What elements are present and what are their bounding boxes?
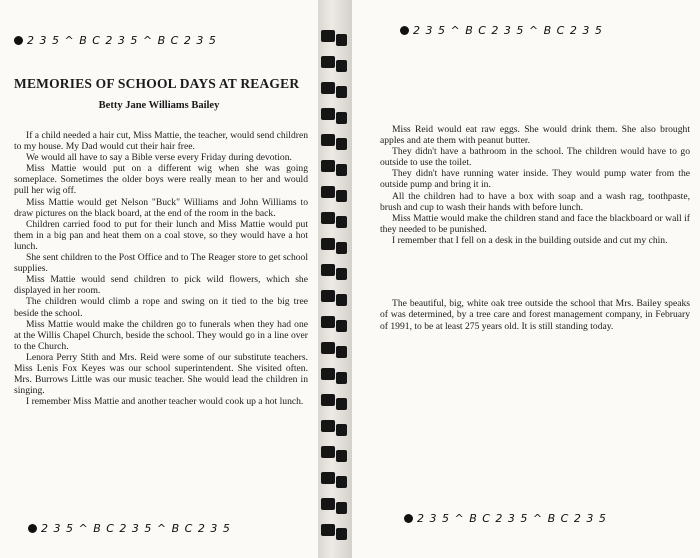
bottom-border-right — [402, 512, 607, 525]
top-border-right — [398, 24, 603, 37]
paragraph: They didn't have running water inside. They would pump water from the outside pump and bring it in. — [380, 168, 690, 191]
binding-ring — [321, 82, 335, 94]
binding-ring — [321, 342, 335, 354]
paragraph: The children would climb a rope and swing on it tied to the big tree beside the school. — [14, 296, 308, 319]
binding-ring — [336, 60, 347, 72]
paragraph: Miss Reid would eat raw eggs. She would drink them. She also brought apples and ate them with peanut butter. — [380, 124, 690, 147]
binding-ring — [336, 268, 347, 280]
paragraph: Miss Mattie would make the children go to funerals when they had one at the Willis Chapel Church, beside the school. They would go in a line over to the Church. — [14, 318, 308, 352]
paragraph: Miss Mattie would make the children stand and face the blackboard or wall if they needed to be punished. — [380, 212, 690, 235]
right-page — [352, 0, 700, 558]
binding-ring — [321, 264, 335, 276]
binding-ring — [321, 134, 335, 146]
binding-ring — [321, 290, 335, 302]
page-title: MEMORIES OF SCHOOL DAYS AT REAGER — [14, 76, 300, 91]
paragraph: All the children had to have a box with soap and a wash rag, toothpaste, brush and cup to wash their hands with before lunch. — [380, 190, 690, 213]
binding-ring — [336, 138, 347, 150]
paragraph: She sent children to the Post Office and to The Reager store to get school supplies. — [14, 252, 308, 275]
binding-ring — [336, 216, 347, 228]
border-text: 2 3 5 ^ B C 2 3 5 ^ B C 2 3 5 — [417, 512, 607, 525]
binding-ring — [321, 446, 335, 458]
paragraph: If a child needed a hair cut, Miss Mattie, the teacher, would send children to my house. My Dad would cut their hair free. — [14, 130, 308, 153]
binding-ring — [321, 498, 335, 510]
binding-ring — [336, 190, 347, 202]
border-text: 2 3 5 ^ B C 2 3 5 ^ B C 2 3 5 — [413, 24, 603, 37]
binding-ring — [321, 212, 335, 224]
paragraph: I remember Miss Mattie and another teacher would cook up a hot lunch. — [26, 396, 304, 408]
binding-ring — [336, 164, 347, 176]
black-circle-icon — [28, 524, 37, 533]
binding-ring — [336, 450, 347, 462]
paragraph: Miss Mattie would send children to pick wild flowers, which she displayed in her room. — [14, 274, 308, 297]
paragraph: We would all have to say a Bible verse every Friday during devotion. — [26, 152, 292, 164]
binding-ring — [336, 34, 347, 46]
paragraph: I remember that I fell on a desk in the building outside and cut my chin. — [392, 234, 668, 246]
binding-ring — [321, 160, 335, 172]
binding-ring — [336, 424, 347, 436]
binding-ring — [321, 108, 335, 120]
binding-ring — [321, 472, 335, 484]
black-circle-icon — [400, 26, 409, 35]
spiral-binding — [318, 0, 352, 558]
top-border-left — [12, 34, 217, 47]
binding-ring — [321, 394, 335, 406]
binding-ring — [321, 238, 335, 250]
binding-ring — [336, 476, 347, 488]
bottom-border-left — [26, 522, 231, 535]
binding-ring — [336, 242, 347, 254]
paragraph: Children carried food to put for their lunch and Miss Mattie would put them in a big pan and heat them on a coal stove, so they would have a hot lunch. — [14, 218, 308, 252]
binding-ring — [321, 30, 335, 42]
oak-tree-note: The beautiful, big, white oak tree outside the school that Mrs. Bailey speaks of was determined, by a tree care and forest management company, in February of 1991, to be at least 275 years old. It is still standing today. — [380, 298, 690, 332]
binding-ring — [336, 502, 347, 514]
right-column-text — [380, 124, 690, 246]
binding-ring — [336, 372, 347, 384]
binding-ring — [336, 528, 347, 540]
binding-ring — [336, 398, 347, 410]
author-byline: Betty Jane Williams Bailey — [98, 100, 220, 111]
left-page — [0, 0, 318, 558]
paragraph: Lenora Perry Stith and Mrs. Reid were some of our substitute teachers. Miss Lenis Fox Keyes was our school superintendent. She visited often. Mrs. Burrows Little was our music teacher. She would lead the children in singing. — [14, 351, 308, 397]
binding-ring — [321, 368, 335, 380]
paragraph: They didn't have a bathroom in the school. The children would have to go outside to use the toilet. — [380, 146, 690, 169]
black-circle-icon — [404, 514, 413, 523]
black-circle-icon — [14, 36, 23, 45]
binding-ring — [336, 86, 347, 98]
binding-ring — [336, 112, 347, 124]
left-column-text — [14, 130, 308, 407]
binding-ring — [336, 320, 347, 332]
binding-ring — [321, 420, 335, 432]
binding-ring — [321, 524, 335, 536]
binding-ring — [321, 56, 335, 68]
binding-ring — [336, 294, 347, 306]
binding-ring — [321, 316, 335, 328]
binding-ring — [321, 186, 335, 198]
border-text: 2 3 5 ^ B C 2 3 5 ^ B C 2 3 5 — [27, 34, 217, 47]
border-text: 2 3 5 ^ B C 2 3 5 ^ B C 2 3 5 — [41, 522, 231, 535]
paragraph: Miss Mattie would get Nelson "Buck" Williams and John Williams to draw pictures on the black board, at the end of the room in the back. — [14, 196, 308, 219]
paragraph: Miss Mattie would put on a different wig when she was going someplace. Sometimes the older boys were really mean to her and would pull her wig off. — [14, 163, 308, 197]
binding-ring — [336, 346, 347, 358]
